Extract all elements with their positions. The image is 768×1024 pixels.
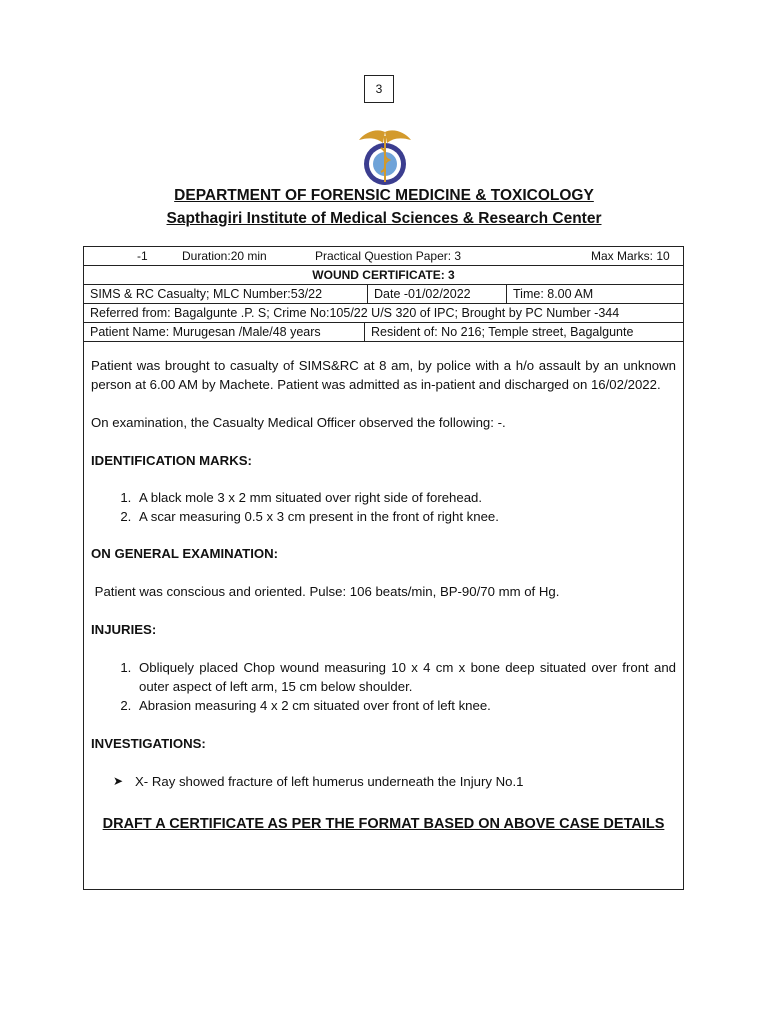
referred-text: Referred from: Bagalgunte .P. S; Crime No:105/22 U/S 320 of IPC; Brought by PC Number -344 — [90, 306, 620, 320]
institute-heading: Sapthagiri Institute of Medical Sciences & Research Center — [166, 210, 602, 227]
list-item: 1. Obliquely placed Chop wound measuring 10 x 4 cm x bone deep situated over front and outer aspect of left arm, 15 cm below shoulder. — [135, 658, 676, 696]
history-paragraph: Patient was brought to casualty of SIMS&RC at 8 am, by police with a h/o assault by an unknown person at 6.00 AM by Machete. Patient was admitted as in-patient and discharged on 16/02/2022. — [91, 358, 676, 392]
injuries-heading: INJURIES: — [91, 622, 157, 637]
max-marks-text: Max Marks: 10 — [591, 249, 670, 263]
patient-name: Patient Name: Murugesan /Male/48 years — [90, 325, 321, 339]
identification-list — [91, 488, 676, 526]
patient-row — [84, 323, 683, 342]
mlc-number: SIMS & RC Casualty; MLC Number:53/22 — [90, 287, 323, 301]
date-cell: Date -01/02/2022 — [367, 285, 506, 303]
injuries-list — [91, 658, 676, 715]
exam-info-row — [84, 247, 683, 266]
time-cell: Time: 8.00 AM — [506, 285, 683, 303]
case-details — [84, 346, 683, 849]
list-item: 1. A black mole 3 x 2 mm situated over right side of forehead. — [135, 488, 676, 507]
duration-text: Duration:20 min — [182, 249, 267, 263]
arrow-bullet-icon: ➤ — [113, 774, 124, 788]
general-exam-text: Patient was conscious and oriented. Pulse: 106 beats/min, BP-90/70 mm of Hg. — [91, 584, 560, 599]
list-item: 2. A scar measuring 0.5 x 3 cm present in the front of right knee. — [135, 507, 676, 526]
department-heading: DEPARTMENT OF FORENSIC MEDICINE & TOXICOLOGY — [174, 187, 594, 204]
list-item: 2. Abrasion measuring 4 x 2 cm situated over front of left knee. — [135, 696, 676, 715]
general-exam-heading: ON GENERAL EXAMINATION: — [91, 546, 279, 561]
question-paper-text: Practical Question Paper: 3 — [315, 249, 462, 263]
resident-text: Resident of: No 216; Temple street, Bagalgunte — [364, 323, 683, 341]
certificate-frame — [83, 246, 684, 890]
list-item — [91, 772, 676, 791]
investigation-text: X- Ray showed fracture of left humerus underneath the Injury No.1 — [135, 774, 524, 789]
final-instruction: DRAFT A CERTIFICATE AS PER THE FORMAT BASED ON ABOVE CASE DETAILS — [102, 816, 665, 832]
casualty-row — [84, 285, 683, 304]
caduceus-seal-icon — [355, 128, 415, 188]
investigations-heading: INVESTIGATIONS: — [91, 736, 206, 751]
page-number: 3 — [364, 75, 394, 103]
referred-row — [84, 304, 683, 323]
certificate-title: WOUND CERTIFICATE: 3 — [84, 266, 683, 285]
exam-intro: On examination, the Casualty Medical Officer observed the following: -. — [91, 415, 506, 430]
identification-heading: IDENTIFICATION MARKS: — [91, 453, 252, 468]
paper-code: -1 — [137, 249, 148, 263]
